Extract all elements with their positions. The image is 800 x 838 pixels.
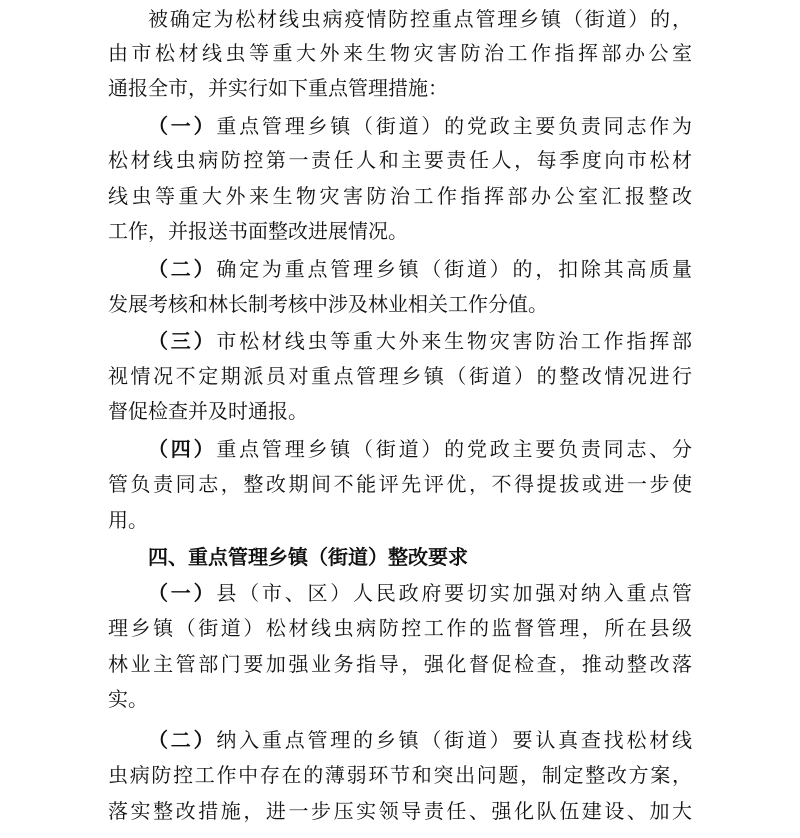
section-heading: 四、重点管理乡镇（街道）整改要求 bbox=[148, 545, 468, 569]
paragraph-line: 被确定为松材线虫病疫情防控重点管理乡镇（街道）的， bbox=[148, 7, 692, 31]
item-text: 重点管理乡镇（街道）的党政主要负责同志、分 bbox=[216, 437, 692, 461]
item-marker: （一） bbox=[148, 114, 217, 138]
paragraph-line bbox=[148, 723, 692, 757]
item-marker: （四） bbox=[148, 437, 217, 461]
paragraph-line: 用。 bbox=[108, 508, 148, 532]
paragraph-line: 发展考核和林长制考核中涉及林业相关工作分值。 bbox=[108, 292, 548, 316]
paragraph-line: 视情况不定期派员对重点管理乡镇（街道）的整改情况进行 bbox=[108, 364, 692, 388]
paragraph-line: 督促检查并及时通报。 bbox=[108, 399, 308, 423]
paragraph-line: 林业主管部门要加强业务指导，强化督促检查，推动整改落 bbox=[108, 652, 692, 676]
paragraph-line: 理乡镇（街道）松材线虫病防控工作的监督管理，所在县级 bbox=[108, 616, 692, 640]
paragraph-line bbox=[148, 576, 692, 610]
paragraph-line bbox=[148, 109, 692, 143]
paragraph-line: 工作，并报送书面整改进展情况。 bbox=[108, 219, 408, 243]
paragraph-line bbox=[148, 252, 692, 286]
item-text: 纳入重点管理的乡镇（街道）要认真查找松材线 bbox=[216, 728, 692, 752]
item-marker: （一） bbox=[148, 581, 217, 605]
item-text: 确定为重点管理乡镇（街道）的，扣除其高质量 bbox=[216, 257, 692, 281]
paragraph-line: 线虫等重大外来生物灾害防治工作指挥部办公室汇报整改 bbox=[108, 184, 692, 208]
paragraph-line: 虫病防控工作中存在的薄弱环节和突出问题，制定整改方案， bbox=[108, 763, 692, 787]
paragraph-line: 由市松材线虫等重大外来生物灾害防治工作指挥部办公室 bbox=[108, 41, 692, 65]
paragraph-line bbox=[148, 324, 692, 358]
paragraph-line: 实。 bbox=[108, 687, 148, 711]
item-marker: （三） bbox=[148, 329, 217, 353]
paragraph-line: 落实整改措施，进一步压实领导责任、强化队伍建设、加大 bbox=[108, 799, 692, 823]
paragraph-line: 松材线虫病防控第一责任人和主要责任人，每季度向市松材 bbox=[108, 148, 692, 172]
paragraph-line: 通报全市，并实行如下重点管理措施： bbox=[108, 76, 448, 100]
item-marker: （二） bbox=[148, 257, 217, 281]
item-marker: （二） bbox=[148, 728, 217, 752]
item-text: 市松材线虫等重大外来生物灾害防治工作指挥部 bbox=[216, 329, 692, 353]
item-text: 重点管理乡镇（街道）的党政主要负责同志作为 bbox=[216, 114, 692, 138]
paragraph-line: 管负责同志，整改期间不能评先评优，不得提拔或进一步使 bbox=[108, 472, 692, 496]
paragraph-line bbox=[148, 432, 692, 466]
item-text: 县（市、区）人民政府要切实加强对纳入重点管 bbox=[216, 581, 692, 605]
